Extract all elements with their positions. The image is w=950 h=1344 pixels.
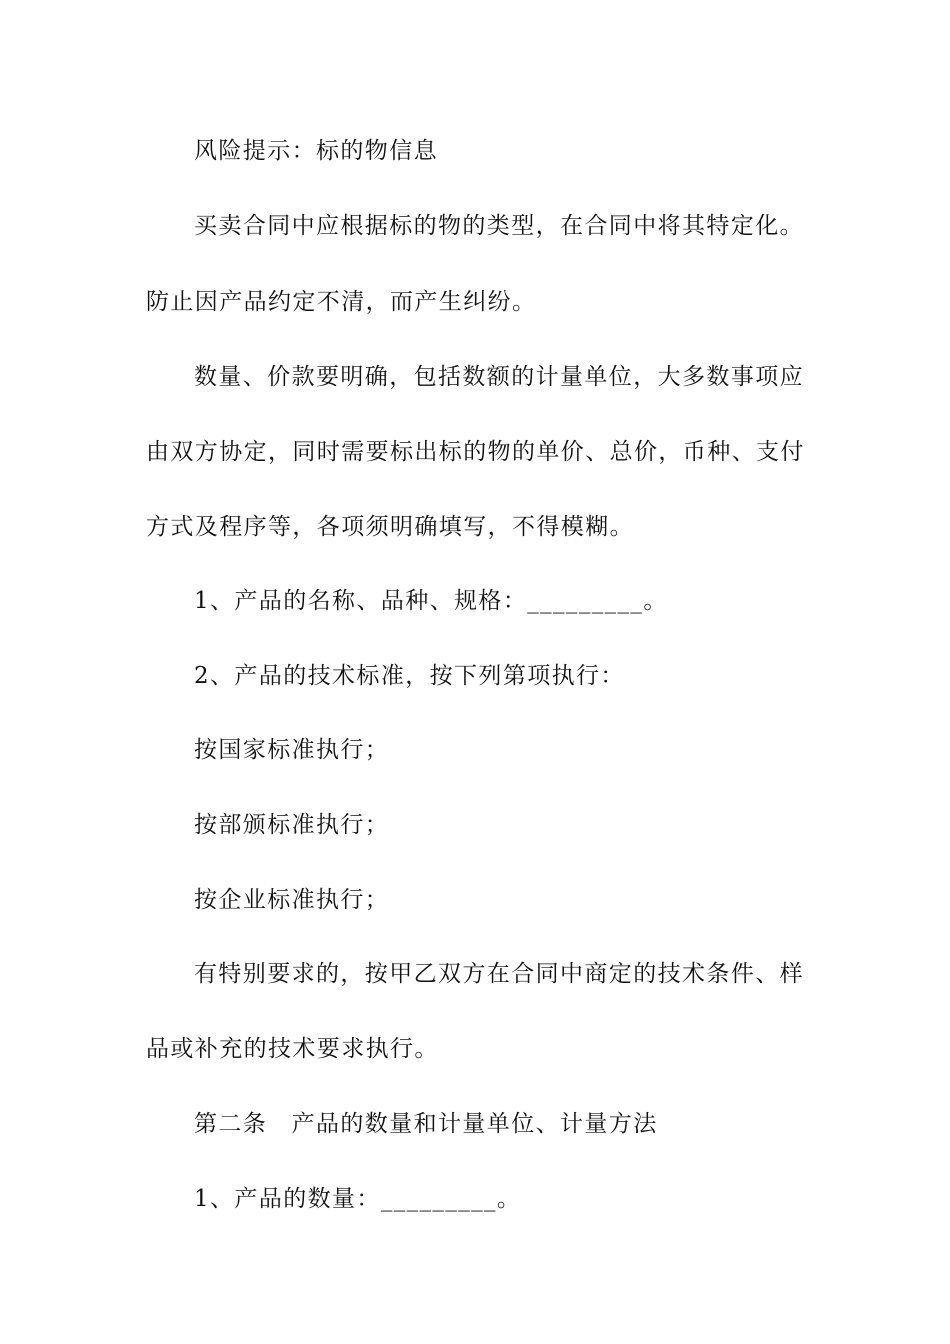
paragraph-line: 数量、价款要明确，包括数额的计量单位，大多数事项应 <box>194 364 804 390</box>
paragraph-line: 由双方协定，同时需要标出标的物的单价、总价，币种、支付 <box>146 439 805 465</box>
paragraph-line: 品或补充的技术要求执行。 <box>146 1036 439 1062</box>
article-heading: 第二条 产品的数量和计量单位、计量方法 <box>194 1111 658 1137</box>
paragraph-line: 防止因产品约定不清，而产生纠纷。 <box>146 289 537 315</box>
standard-option: 按国家标准执行； <box>194 737 390 763</box>
paragraph-line: 买卖合同中应根据标的物的类型，在合同中将其特定化。 <box>194 213 804 239</box>
paragraph-line: 有特别要求的，按甲乙双方在合同中商定的技术条件、样 <box>194 961 804 987</box>
list-item: 1、产品的名称、品种、规格：_________。 <box>194 588 668 614</box>
standard-option: 按部颁标准执行； <box>194 812 390 838</box>
paragraph-line: 方式及程序等，各项须明确填写，不得模糊。 <box>146 514 634 540</box>
list-item: 2、产品的技术标准，按下列第项执行： <box>194 663 625 689</box>
risk-tip-heading: 风险提示：标的物信息 <box>194 138 438 164</box>
standard-option: 按企业标准执行； <box>194 887 390 913</box>
list-item: 1、产品的数量：_________。 <box>194 1186 522 1212</box>
